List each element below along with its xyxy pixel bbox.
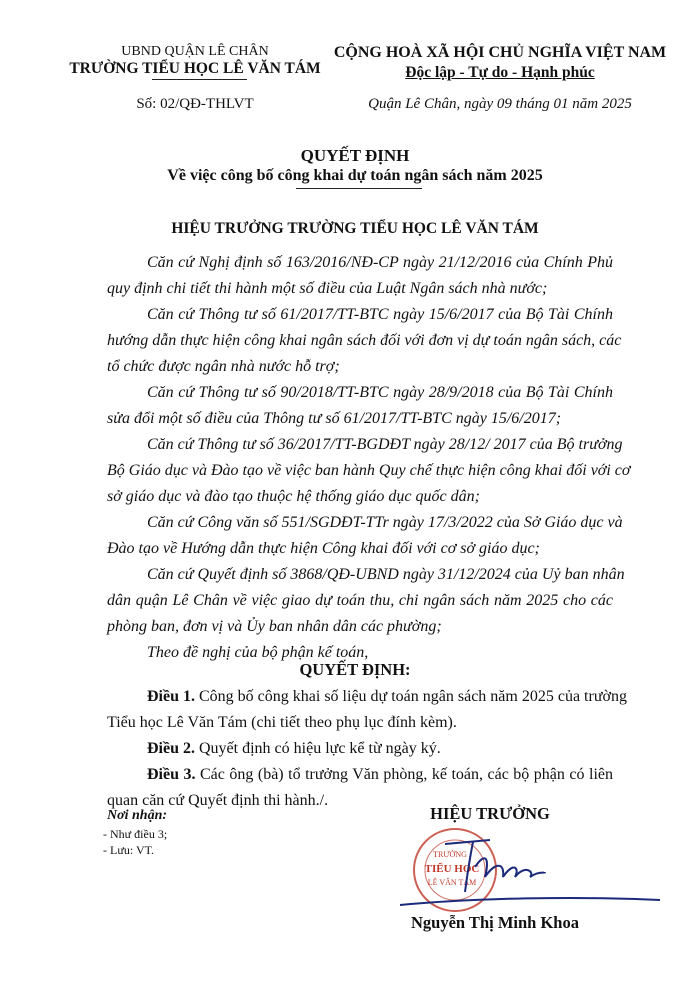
signer-name: Nguyễn Thị Minh Khoa [411, 913, 579, 932]
divider [296, 188, 422, 189]
org-name: UBND QUẬN LÊ CHÂN [121, 44, 269, 59]
decision-heading: QUYẾT ĐỊNH: [299, 660, 411, 679]
basis-line: Căn cứ Nghị định số 163/2016/NĐ-CP ngày 21/12/2016 của Chính Phủ [147, 254, 613, 271]
basis-line: tổ chức được ngân nhà nước hỗ trợ; [107, 358, 340, 375]
divider [152, 79, 247, 80]
article-text: Quyết định có hiệu lực kể từ ngày ký. [195, 740, 441, 757]
document-number: Số: 02/QĐ-THLVT [136, 96, 254, 112]
recipients-list [103, 826, 167, 858]
official-stamp-and-signature [395, 822, 665, 922]
basis-line: Theo đề nghị của bộ phận kế toán, [147, 644, 369, 661]
article-text: Công bố công khai số liệu dự toán ngân sách năm 2025 của trường [195, 688, 627, 705]
basis-line: dân quận Lê Chân về việc giao dự toán thu, chi ngân sách năm 2025 cho các [107, 592, 613, 609]
document-title: QUYẾT ĐỊNH [300, 146, 410, 165]
article-line [107, 684, 627, 710]
basis-line: Căn cứ Thông tư số 61/2017/TT-BTC ngày 15/6/2017 của Bộ Tài Chính [147, 306, 613, 323]
basis-line: Căn cứ Quyết định số 3868/QĐ-UBND ngày 31/12/2024 của Uỷ ban nhân [147, 566, 625, 583]
issuing-authority: HIỆU TRƯỞNG TRƯỜNG TIỂU HỌC LÊ VĂN TÁM [171, 220, 539, 237]
issue-date: Quận Lê Chân, ngày 09 tháng 01 năm 2025 [368, 96, 632, 112]
basis-line: quy định chi tiết thi hành một số điều của Luật Ngân sách nhà nước; [107, 280, 548, 297]
article-label: Điều 1. [147, 688, 195, 705]
basis-line: Bộ Giáo dục và Đào tạo về việc ban hành Quy chế thực hiện công khai đối với cơ [107, 462, 631, 479]
signer-role: HIỆU TRƯỞNG [430, 804, 550, 823]
national-motto: Độc lập - Tự do - Hạnh phúc [405, 64, 595, 81]
basis-line: phòng ban, đơn vị và Ủy ban nhân dân các phường; [107, 618, 442, 635]
article-line: quan căn cứ Quyết định thi hành./. [107, 792, 329, 809]
basis-line: Căn cứ Thông tư số 90/2018/TT-BTC ngày 28/9/2018 của Bộ Tài Chính [147, 384, 613, 401]
article-label: Điều 3. [147, 766, 196, 783]
basis-line: hướng dẫn thực hiện công khai ngân sách đối với đơn vị dự toán ngân sách, các [107, 332, 622, 349]
article-label: Điều 2. [147, 740, 195, 757]
articles [107, 684, 627, 814]
svg-text:LÊ VĂN TÁM: LÊ VĂN TÁM [427, 878, 477, 887]
basis-line: Đào tạo về Hướng dẫn thực hiện Công khai đối với cơ sở giáo dục; [107, 540, 540, 557]
recipient-item: - Lưu: VT. [103, 843, 155, 857]
article-line [107, 762, 613, 788]
school-name: TRƯỜNG TIỂU HỌC LÊ VĂN TÁM [69, 60, 321, 77]
article-line: Tiểu học Lê Văn Tám (chi tiết theo phụ lục đính kèm). [107, 714, 457, 731]
article-line [107, 736, 613, 762]
national-title: CỘNG HOÀ XÃ HỘI CHỦ NGHĨA VIỆT NAM [333, 44, 667, 61]
recipient-item: - Như điều 3; [103, 827, 168, 841]
basis-line: Căn cứ Thông tư số 36/2017/TT-BGDĐT ngày 28/12/ 2017 của Bộ trưởng [147, 436, 623, 453]
svg-text:TIỂU HỌC: TIỂU HỌC [424, 863, 480, 875]
basis-line: sở giáo dục và đào tạo thuộc hệ thống giáo dục quốc dân; [107, 488, 480, 505]
basis-line: sửa đổi một số điều của Thông tư số 61/2017/TT-BTC ngày 15/6/2017; [107, 410, 562, 427]
recipients-label: Nơi nhận: [107, 808, 168, 823]
svg-text:TRƯỜNG: TRƯỜNG [433, 850, 467, 859]
document-subtitle: Về việc công bố công khai dự toán ngân sách năm 2025 [167, 167, 543, 184]
basis-line: Căn cứ Công văn số 551/SGDĐT-TTr ngày 17/3/2022 của Sở Giáo dục và [147, 514, 623, 531]
legal-basis [107, 250, 631, 666]
article-text: Các ông (bà) tổ trưởng Văn phòng, kế toán, các bộ phận có liên [195, 766, 613, 783]
